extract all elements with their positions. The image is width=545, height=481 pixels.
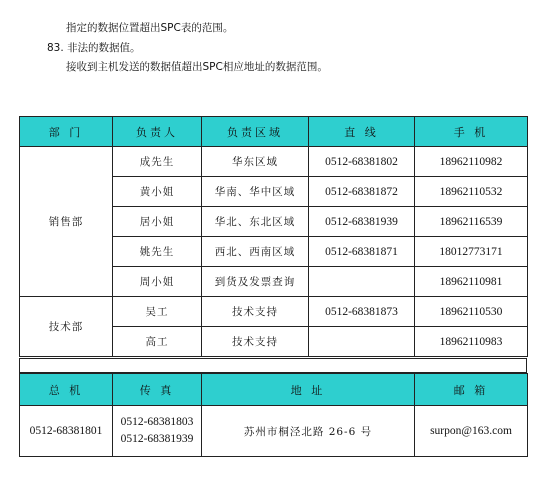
table-row [20,147,528,177]
mobile-cell: 18962110532 [415,177,528,207]
fax-line-1: 0512-68381803 [120,416,194,428]
contact-table-header-row [20,117,528,147]
fax-value [113,406,202,457]
department-sales: 销售部 [20,147,113,297]
area-cell: 到货及发票查询 [202,267,309,297]
mobile-cell: 18962110982 [415,147,528,177]
header-phone: 直 线 [309,117,415,147]
phone-cell [309,267,415,297]
company-info-row [20,406,528,457]
fax-line-2: 0512-68381939 [120,433,194,445]
company-info-table [19,373,528,457]
area-cell: 华南、华中区域 [202,177,309,207]
phone-cell [309,327,415,357]
phone-cell: 0512-68381871 [309,237,415,267]
person-cell: 周小姐 [113,267,202,297]
note-line-1: 指定的数据位置超出SPC表的范围。 [66,22,234,34]
header-person: 负责人 [113,117,202,147]
mobile-cell: 18962110981 [415,267,528,297]
header-email: 邮 箱 [415,374,528,406]
contact-table [19,116,528,357]
mobile-cell: 18012773171 [415,237,528,267]
phone-cell: 0512-68381873 [309,297,415,327]
address-value: 苏州市桐泾北路 26-6 号 [202,406,415,457]
table-spacer [19,358,527,373]
switchboard-value: 0512-68381801 [20,406,113,457]
header-area: 负责区域 [202,117,309,147]
note-line-3: 接收到主机发送的数据值超出SPC相应地址的数据范围。 [66,61,328,73]
area-cell: 技术支持 [202,327,309,357]
mobile-cell: 18962110983 [415,327,528,357]
person-cell: 姚先生 [113,237,202,267]
header-department: 部 门 [20,117,113,147]
note-line-2: 83. 非法的数据值。 [47,42,141,54]
area-cell: 华北、东北区域 [202,207,309,237]
person-cell: 高工 [113,327,202,357]
person-cell: 成先生 [113,147,202,177]
header-mobile: 手 机 [415,117,528,147]
phone-cell: 0512-68381939 [309,207,415,237]
area-cell: 西北、西南区域 [202,237,309,267]
person-cell: 黄小姐 [113,177,202,207]
area-cell: 华东区域 [202,147,309,177]
phone-cell: 0512-68381872 [309,177,415,207]
table-row [20,297,528,327]
person-cell: 吴工 [113,297,202,327]
mobile-cell: 18962110530 [415,297,528,327]
person-cell: 居小姐 [113,207,202,237]
header-fax: 传 真 [113,374,202,406]
company-info-header-row [20,374,528,406]
email-value: surpon@163.com [415,406,528,457]
header-address: 地 址 [202,374,415,406]
mobile-cell: 18962116539 [415,207,528,237]
department-tech: 技术部 [20,297,113,357]
header-switchboard: 总 机 [20,374,113,406]
area-cell: 技术支持 [202,297,309,327]
phone-cell: 0512-68381802 [309,147,415,177]
